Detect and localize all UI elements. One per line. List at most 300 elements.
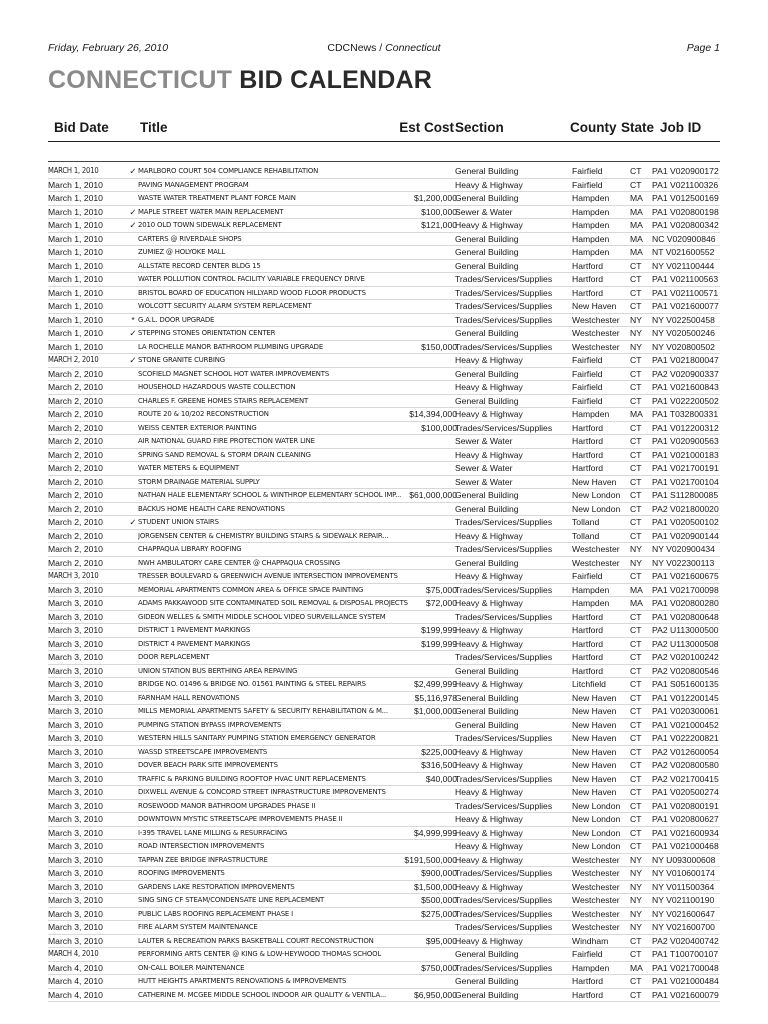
- est-cost-cell: $199,999: [421, 638, 457, 649]
- county-cell: Hartford: [572, 463, 604, 473]
- section-cell: Heavy & Highway: [455, 760, 523, 770]
- job-id-cell: NY V020800502: [652, 341, 715, 352]
- job-id-cell: PA1 V020800280: [652, 598, 719, 608]
- title-cell: UNION STATION BUS BERTHING AREA REPAVING: [138, 666, 298, 675]
- section-cell: Heavy & Highway: [455, 787, 523, 797]
- job-id-cell: PA1 V020300061: [652, 706, 719, 716]
- bid-date-cell: March 2, 2010: [48, 463, 103, 473]
- bid-date-cell: March 2, 2010: [48, 476, 103, 487]
- state-cell: NY: [630, 544, 642, 554]
- table-row: [48, 557, 720, 571]
- bid-date-cell: March 4, 2010: [48, 989, 103, 1000]
- bid-date-cell: March 2, 2010: [48, 544, 103, 554]
- state-cell: MA: [630, 598, 643, 608]
- bid-date-cell: March 2, 2010: [48, 449, 103, 460]
- county-cell: Fairfield: [572, 395, 603, 406]
- job-id-cell: PA2 V020900337: [652, 368, 719, 379]
- title-cell: MILLS MEMORIAL APARTMENTS SAFETY & SECURITY REHABILITATION & M...: [138, 707, 388, 715]
- job-id-cell: PA1 T032800331: [652, 409, 719, 419]
- county-cell: Hampden: [572, 193, 610, 203]
- bid-date-cell: March 3, 2010: [48, 814, 103, 824]
- state-cell: MA: [630, 409, 643, 419]
- table-row: [48, 840, 720, 854]
- title-cell: NWH AMBULATORY CARE CENTER @ CHAPPAQUA CROSSING: [138, 558, 340, 567]
- status-mark: ✓: [129, 355, 137, 365]
- state-cell: CT: [630, 301, 642, 311]
- page-header: [48, 42, 720, 56]
- bid-date-cell: MARCH 1, 2010: [48, 166, 99, 175]
- county-cell: Fairfield: [572, 949, 603, 959]
- county-cell: Westchester: [572, 908, 620, 919]
- county-cell: Hartford: [572, 287, 604, 298]
- est-cost-cell: $150,000: [421, 341, 457, 352]
- table-row: [48, 395, 720, 409]
- county-cell: Hartford: [572, 625, 604, 635]
- state-cell: CT: [630, 260, 642, 271]
- bid-date-cell: March 2, 2010: [48, 368, 103, 379]
- title-cell: GARDENS LAKE RESTORATION IMPROVEMENTS: [138, 882, 295, 891]
- county-cell: Fairfield: [572, 355, 603, 365]
- table-row: [48, 854, 720, 868]
- title-cell: NATHAN HALE ELEMENTARY SCHOOL & WINTHROP ELEMENTARY SCHOOL IMP...: [138, 491, 402, 499]
- section-cell: General Building: [455, 166, 519, 176]
- job-id-cell: PA1 V021000468: [652, 841, 719, 851]
- table-row: [48, 948, 720, 962]
- county-cell: Fairfield: [572, 382, 603, 392]
- table-row: [48, 476, 720, 490]
- county-cell: Hampden: [572, 220, 610, 230]
- state-cell: CT: [630, 382, 642, 392]
- county-cell: Westchester: [572, 328, 620, 338]
- county-cell: Westchester: [572, 922, 620, 932]
- county-cell: New London: [572, 800, 621, 811]
- bid-date-cell: MARCH 2, 2010: [48, 355, 99, 364]
- table-row: [48, 719, 720, 733]
- section-cell: Trades/Services/Supplies: [455, 773, 553, 784]
- job-id-cell: PA1 V021600077: [652, 301, 719, 311]
- county-cell: New London: [572, 503, 621, 514]
- job-id-cell: PA1 V012200312: [652, 422, 719, 433]
- column-header-row: [48, 120, 720, 138]
- title-cell: SCOFIELD MAGNET SCHOOL HOT WATER IMPROVEMENTS: [138, 369, 330, 378]
- section-cell: General Building: [455, 233, 519, 244]
- county-cell: New London: [572, 827, 621, 838]
- bid-date-cell: March 3, 2010: [48, 773, 103, 784]
- section-cell: Heavy & Highway: [455, 355, 523, 365]
- est-cost-cell: $191,500,000: [404, 854, 457, 865]
- state-cell: NY: [630, 314, 642, 325]
- state-cell: MA: [630, 193, 643, 203]
- est-cost-cell: $72,000: [425, 598, 457, 608]
- table-row: [48, 206, 720, 220]
- title-cell: ALLSTATE RECORD CENTER BLDG 15: [138, 261, 261, 270]
- job-id-cell: PA1 V021100326: [652, 179, 719, 190]
- title-cell: PAVING MANAGEMENT PROGRAM: [138, 180, 249, 189]
- table-row: [48, 692, 720, 706]
- est-cost-cell: $225,000: [421, 746, 457, 757]
- bid-date-cell: March 3, 2010: [48, 665, 103, 676]
- bid-date-cell: MARCH 3, 2010: [48, 571, 99, 580]
- section-cell: General Building: [455, 260, 519, 271]
- job-id-cell: PA1 V021700104: [652, 476, 719, 487]
- county-cell: New London: [572, 490, 621, 500]
- county-cell: Westchester: [572, 314, 620, 325]
- state-cell: CT: [630, 841, 642, 851]
- county-cell: Hampden: [572, 598, 610, 608]
- section-cell: General Building: [455, 665, 519, 676]
- state-cell: NY: [630, 341, 642, 352]
- job-id-cell: PA1 V020800191: [652, 800, 719, 811]
- job-id-cell: PA1 T100700107: [652, 949, 719, 959]
- table-row: [48, 624, 720, 638]
- section-cell: Heavy & Highway: [455, 638, 523, 649]
- col-job-id: Job ID: [660, 120, 702, 135]
- page-number: Page 1: [686, 42, 720, 54]
- state-cell: CT: [630, 287, 642, 298]
- job-id-cell: PA1 V021700098: [652, 584, 719, 595]
- county-cell: Hampden: [572, 409, 610, 419]
- job-id-cell: PA2 V021800020: [652, 503, 719, 514]
- job-id-cell: PA2 V021700415: [652, 773, 719, 784]
- est-cost-cell: $5,116,978: [414, 692, 457, 703]
- bid-date-cell: March 3, 2010: [48, 908, 103, 919]
- state-cell: CT: [630, 395, 642, 406]
- county-cell: Windham: [572, 935, 609, 946]
- section-cell: Heavy & Highway: [455, 814, 523, 824]
- title-cell: ADAMS PAKKAWOOD SITE CONTAMINATED SOIL REMOVAL & DISPOSAL PROJECTS: [138, 599, 408, 607]
- table-row: [48, 665, 720, 679]
- county-cell: New Haven: [572, 760, 617, 770]
- title-cell: WOLCOTT SECURITY ALARM SYSTEM REPLACEMENT: [138, 302, 312, 310]
- bid-date-cell: March 1, 2010: [48, 179, 103, 190]
- table-row: [48, 287, 720, 301]
- title-cell: PUBLIC LABS ROOFING REPLACEMENT PHASE I: [138, 909, 294, 918]
- est-cost-cell: $1,500,000: [413, 881, 457, 892]
- table-row: [48, 408, 720, 422]
- table-row: [48, 894, 720, 908]
- county-cell: Westchester: [572, 557, 620, 568]
- job-id-cell: PA2 V020400742: [652, 935, 719, 946]
- state-cell: MA: [630, 962, 643, 973]
- status-mark: ✓: [129, 328, 137, 338]
- county-cell: Fairfield: [572, 368, 603, 379]
- county-cell: Westchester: [572, 341, 620, 352]
- section-cell: Heavy & Highway: [455, 935, 523, 946]
- bid-date-cell: March 1, 2010: [48, 193, 103, 203]
- state-cell: MA: [630, 584, 643, 595]
- edition-name: Connecticut: [385, 42, 441, 54]
- bid-date-cell: March 3, 2010: [48, 584, 103, 595]
- county-cell: New Haven: [572, 719, 617, 730]
- title-cell: ROUTE 20 & 10/202 RECONSTRUCTION: [138, 410, 269, 418]
- bid-date-cell: March 1, 2010: [48, 341, 103, 352]
- bid-date-cell: March 3, 2010: [48, 611, 103, 622]
- table-row: [48, 165, 720, 179]
- job-id-cell: PA1 S051600135: [652, 679, 719, 689]
- table-row: [48, 314, 720, 328]
- est-cost-cell: $4,999,999: [413, 827, 457, 838]
- title-cell: WATER METERS & EQUIPMENT: [138, 464, 240, 472]
- section-cell: Sewer & Water: [455, 463, 513, 473]
- title-cell: I-395 TRAVEL LANE MILLING & RESURFACING: [138, 828, 288, 837]
- page-title: [48, 66, 432, 95]
- county-cell: Hartford: [572, 449, 604, 460]
- title-cell: JORGENSEN CENTER & CHEMISTRY BUILDING STAIRS & SIDEWALK REPAIR...: [138, 531, 389, 540]
- job-id-cell: PA1 V020800627: [652, 814, 719, 824]
- county-cell: Westchester: [572, 881, 620, 892]
- county-cell: New Haven: [572, 476, 617, 487]
- state-cell: CT: [630, 679, 642, 689]
- county-cell: New London: [572, 814, 621, 824]
- table-row: [48, 354, 720, 368]
- job-id-cell: PA1 V022200502: [652, 395, 719, 406]
- job-id-cell: PA1 V021600675: [652, 571, 719, 581]
- title-cell: ROOFING IMPROVEMENTS: [138, 869, 225, 877]
- bid-date-cell: March 3, 2010: [48, 692, 103, 703]
- est-cost-cell: $95,000: [425, 935, 457, 946]
- state-cell: CT: [630, 368, 642, 379]
- state-cell: CT: [630, 827, 642, 838]
- table-row: [48, 678, 720, 692]
- bid-date-cell: March 3, 2010: [48, 598, 103, 608]
- state-cell: CT: [630, 719, 642, 730]
- state-cell: NY: [630, 557, 642, 568]
- section-cell: Sewer & Water: [455, 476, 513, 487]
- bid-date-cell: March 2, 2010: [48, 517, 103, 527]
- bid-date-cell: March 3, 2010: [48, 746, 103, 757]
- county-cell: Hartford: [572, 260, 604, 271]
- bid-date-cell: March 1, 2010: [48, 328, 103, 338]
- bid-date-cell: March 3, 2010: [48, 800, 103, 811]
- table-row: [48, 705, 720, 719]
- bid-date-cell: March 3, 2010: [48, 935, 103, 946]
- section-cell: General Building: [455, 247, 519, 257]
- state-cell: MA: [630, 233, 643, 244]
- table-row: [48, 341, 720, 355]
- section-cell: General Building: [455, 490, 519, 500]
- job-id-cell: PA2 U113000508: [652, 638, 719, 649]
- title-cell: SPRING SAND REMOVAL & STORM DRAIN CLEANING: [138, 450, 311, 459]
- job-id-cell: NY V011500364: [652, 881, 715, 892]
- title-cell: CHAPPAQUA LIBRARY ROOFING: [138, 545, 242, 553]
- county-cell: Fairfield: [572, 179, 603, 190]
- job-id-cell: NY V021600647: [652, 908, 715, 919]
- job-id-cell: PA1 V021100571: [652, 287, 719, 298]
- county-cell: Westchester: [572, 854, 620, 865]
- state-cell: CT: [630, 935, 642, 946]
- est-cost-cell: $61,000,000: [409, 490, 457, 500]
- est-cost-cell: $199,999: [421, 625, 457, 635]
- title-cell: WASSD STREETSCAPE IMPROVEMENTS: [138, 747, 268, 756]
- state-cell: CT: [630, 449, 642, 460]
- table-row: [48, 962, 720, 976]
- bid-date-cell: March 3, 2010: [48, 652, 103, 662]
- title-cell: CHARLES F. GREENE HOMES STAIRS REPLACEMENT: [138, 396, 309, 405]
- section-cell: Trades/Services/Supplies: [455, 314, 553, 325]
- county-cell: New Haven: [572, 706, 617, 716]
- title-cell: LA ROCHELLE MANOR BATHROOM PLUMBING UPGRADE: [138, 342, 324, 351]
- bid-date-cell: March 3, 2010: [48, 854, 103, 865]
- job-id-cell: NY V022500458: [652, 314, 715, 325]
- col-state: State: [621, 120, 655, 135]
- job-id-cell: PA1 V021100563: [652, 274, 719, 284]
- bid-date-cell: March 1, 2010: [48, 233, 103, 244]
- bid-date-cell: March 2, 2010: [48, 395, 103, 406]
- est-cost-cell: $75,000: [425, 584, 457, 595]
- status-mark: ✓: [129, 220, 137, 230]
- title-cell: MAPLE STREET WATER MAIN REPLACEMENT: [138, 207, 284, 216]
- est-cost-cell: $100,000: [421, 422, 457, 433]
- est-cost-cell: $900,000: [421, 868, 457, 878]
- publication-name: CDCNews: [327, 42, 377, 54]
- job-id-cell: NY V021100190: [652, 895, 715, 905]
- title-cell: SING SING CF STEAM/CONDENSATE LINE REPLACEMENT: [138, 896, 325, 904]
- state-cell: CT: [630, 517, 642, 527]
- state-cell: MA: [630, 206, 643, 217]
- bid-date-cell: March 1, 2010: [48, 287, 103, 298]
- col-bid-date: Bid Date: [54, 120, 109, 135]
- bid-date-cell: March 1, 2010: [48, 247, 103, 257]
- county-cell: Fairfield: [572, 571, 603, 581]
- bid-date-cell: March 4, 2010: [48, 976, 103, 986]
- table-row: [48, 651, 720, 665]
- bid-date-cell: March 3, 2010: [48, 841, 103, 851]
- county-cell: Hartford: [572, 989, 604, 1000]
- county-cell: Westchester: [572, 544, 620, 554]
- county-cell: Hartford: [572, 274, 604, 284]
- status-mark: ✓: [129, 517, 137, 527]
- section-cell: Heavy & Highway: [455, 571, 523, 581]
- title-cell: CATHERINE M. MCGEE MIDDLE SCHOOL INDOOR AIR QUALITY & VENTILA...: [138, 990, 387, 999]
- table-row: [48, 489, 720, 503]
- est-cost-cell: $500,000: [421, 895, 457, 905]
- state-cell: CT: [630, 787, 642, 797]
- county-cell: New Haven: [572, 733, 617, 743]
- state-cell: CT: [630, 665, 642, 676]
- job-id-cell: NY V020500246: [652, 328, 715, 338]
- bid-date-cell: March 2, 2010: [48, 436, 103, 446]
- table-row: [48, 246, 720, 260]
- bid-date-cell: March 2, 2010: [48, 503, 103, 514]
- job-id-cell: PA1 V021600079: [652, 989, 719, 1000]
- state-cell: CT: [630, 166, 642, 176]
- title-cell: DOWNTOWN MYSTIC STREETSCAPE IMPROVEMENTS PHASE II: [138, 815, 343, 823]
- state-cell: CT: [630, 800, 642, 811]
- state-cell: CT: [630, 530, 642, 541]
- title-state: CONNECTICUT: [48, 66, 233, 94]
- title-cell: WESTERN HILLS SANITARY PUMPING STATION EMERGENCY GENERATOR: [138, 734, 376, 742]
- job-id-cell: PA1 V021000484: [652, 976, 719, 986]
- title-cell: CARTERS @ RIVERDALE SHOPS: [138, 234, 242, 243]
- county-cell: Westchester: [572, 868, 620, 878]
- bid-date-cell: March 3, 2010: [48, 638, 103, 649]
- section-cell: General Building: [455, 193, 519, 203]
- section-cell: General Building: [455, 976, 519, 986]
- county-cell: Hartford: [572, 976, 604, 986]
- table-row: [48, 935, 720, 949]
- county-cell: Hartford: [572, 665, 604, 676]
- table-row: [48, 746, 720, 760]
- section-cell: General Building: [455, 368, 519, 379]
- county-cell: New Haven: [572, 301, 617, 311]
- state-cell: CT: [630, 625, 642, 635]
- section-cell: Trades/Services/Supplies: [455, 544, 553, 554]
- county-cell: New Haven: [572, 773, 617, 784]
- county-cell: Hampden: [572, 206, 610, 217]
- section-cell: Heavy & Highway: [455, 409, 523, 419]
- section-cell: Heavy & Highway: [455, 382, 523, 392]
- state-cell: CT: [630, 463, 642, 473]
- table-row: [48, 989, 720, 1003]
- table-row: [48, 219, 720, 233]
- title-cell: BRIDGE NO. 01496 & BRIDGE NO. 01561 PAINTING & STEEL REPAIRS: [138, 680, 366, 688]
- title-cell: TAPPAN ZEE BRIDGE INFRASTRUCTURE: [138, 855, 268, 864]
- title-cell: PUMPING STATION BYPASS IMPROVEMENTS: [138, 720, 282, 729]
- table-row: [48, 827, 720, 841]
- table-row: [48, 570, 720, 584]
- title-cell: STONE GRANITE CURBING: [138, 356, 225, 364]
- est-cost-cell: $2,499,999: [413, 679, 457, 689]
- title-cell: STUDENT UNION STAIRS: [138, 518, 219, 526]
- title-cell: MARLBORO COURT 504 COMPLIANCE REHABILITATION: [138, 167, 319, 175]
- job-id-cell: NY V010600174: [652, 868, 715, 878]
- state-cell: MA: [630, 247, 643, 257]
- state-cell: NY: [630, 922, 642, 932]
- state-cell: MA: [630, 220, 643, 230]
- title-cell: DISTRICT 4 PAVEMENT MARKINGS: [138, 639, 251, 648]
- bid-date-cell: March 3, 2010: [48, 881, 103, 892]
- title-cell: TRAFFIC & PARKING BUILDING ROOFTOP HVAC UNIT REPLACEMENTS: [138, 774, 366, 783]
- state-cell: CT: [630, 814, 642, 824]
- state-cell: NY: [630, 868, 642, 878]
- section-cell: General Building: [455, 989, 519, 1000]
- table-row: [48, 786, 720, 800]
- job-id-cell: PA1 V021700191: [652, 463, 719, 473]
- title-cell: MEMORIAL APARTMENTS COMMON AREA & OFFICE SPACE PAINTING: [138, 585, 364, 594]
- title-cell: G.A.L. DOOR UPGRADE: [138, 315, 215, 324]
- county-cell: Litchfield: [572, 679, 606, 689]
- table-row: [48, 773, 720, 787]
- state-cell: NY: [630, 854, 642, 865]
- county-cell: Hampden: [572, 584, 610, 595]
- status-mark: ✓: [129, 206, 137, 217]
- table-row: [48, 422, 720, 436]
- publication-separator: /: [376, 42, 386, 54]
- state-cell: CT: [630, 274, 642, 284]
- job-id-cell: PA1 V020500102: [652, 517, 719, 527]
- job-id-cell: PA1 V020900172: [652, 166, 719, 176]
- bid-date-cell: March 1, 2010: [48, 206, 103, 217]
- job-id-cell: PA1 V012200145: [652, 692, 719, 703]
- job-id-cell: PA1 V012500169: [652, 193, 719, 203]
- state-cell: CT: [630, 571, 642, 581]
- state-cell: CT: [630, 760, 642, 770]
- county-cell: Hartford: [572, 638, 604, 649]
- state-cell: CT: [630, 476, 642, 487]
- section-cell: Trades/Services/Supplies: [455, 800, 553, 811]
- section-cell: General Building: [455, 949, 519, 959]
- job-id-cell: PA1 V021000452: [652, 719, 719, 730]
- table-row: [48, 611, 720, 625]
- title-cell: WASTE WATER TREATMENT PLANT FORCE MAIN: [138, 194, 296, 202]
- table-row: [48, 435, 720, 449]
- job-id-cell: NY V021600700: [652, 922, 715, 932]
- county-cell: New Haven: [572, 746, 617, 757]
- title-cell: WATER POLLUTION CONTROL FACILITY VARIABLE FREQUENCY DRIVE: [138, 275, 365, 283]
- bid-date-cell: March 3, 2010: [48, 922, 103, 932]
- section-cell: General Building: [455, 395, 519, 406]
- bid-date-cell: March 1, 2010: [48, 301, 103, 311]
